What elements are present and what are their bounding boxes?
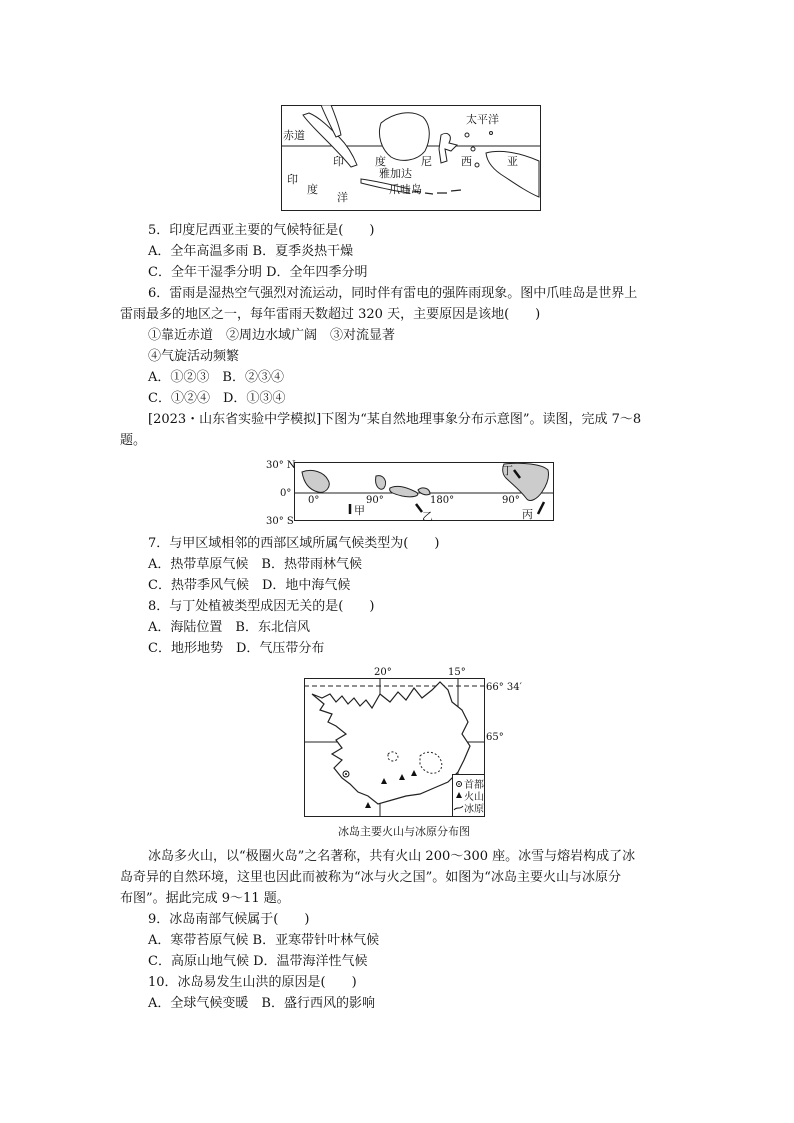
equator-label: 赤道	[283, 129, 305, 142]
svg-text:90°: 90°	[366, 495, 384, 506]
java-label: 爪哇岛	[389, 183, 422, 196]
q7-options-ab: A．热带草原气候 B．热带雨林气候	[148, 557, 362, 572]
q9-options-cd: C．高原山地气候 D．温带海洋性气候	[148, 954, 368, 969]
q8-stem: 8．与丁处植被类型成因无关的是( )	[148, 599, 375, 614]
indonesia-map	[281, 105, 541, 211]
label-yi: 乙	[422, 510, 433, 523]
svg-text:180°: 180°	[430, 495, 455, 506]
svg-text:66° 34′: 66° 34′	[486, 682, 522, 693]
svg-text:亚: 亚	[507, 155, 518, 168]
label-ding: 丁	[502, 464, 513, 477]
svg-text:印: 印	[333, 155, 344, 168]
label-jia: 甲	[354, 504, 365, 517]
svg-text:20°: 20°	[374, 667, 392, 678]
svg-text:尼: 尼	[421, 155, 432, 168]
q9-stem: 9．冰岛南部气候属于( )	[148, 912, 310, 927]
intro-9-11-line1: 冰岛多火山，以“极圈火岛”之名著称，共有火山 200～300 座。冰雪与熔岩构成了冰	[148, 849, 636, 864]
legend-glacier: 冰原	[464, 804, 484, 815]
q10-options-ab: A．全球气候变暖 B．盛行西风的影响	[148, 996, 375, 1011]
svg-text:西: 西	[461, 155, 472, 168]
q6-items-line1: ①靠近赤道 ②周边水域广阔 ③对流显著	[148, 328, 396, 343]
q6-stem-line1: 6．雷雨是湿热空气强烈对流运动，同时伴有雷电的强阵雨现象。图中爪哇岛是世界上	[148, 286, 638, 301]
q6-items-line2: ④气旋活动频繁	[148, 349, 240, 364]
iceland-map	[302, 664, 532, 820]
q7-stem: 7．与甲区域相邻的西部区域所属气候类型为( )	[148, 536, 440, 551]
svg-text:0°: 0°	[308, 495, 320, 506]
svg-text:30° N: 30° N	[266, 460, 296, 471]
pacific-label: 太平洋	[466, 113, 499, 126]
q5-stem: 5．印度尼西亚主要的气候特征是( )	[148, 223, 375, 238]
svg-text:30° S: 30° S	[266, 516, 294, 526]
q7-options-cd: C．热带季风气候 D．地中海气候	[148, 578, 351, 593]
world-distribution-map	[266, 456, 560, 526]
legend-volcano: 火山	[464, 792, 484, 803]
q6-options-ab: A．①②③ B．②③④	[148, 370, 284, 385]
q5-options-cd: C．全年干湿季分明 D．全年四季分明	[148, 265, 368, 280]
intro-7-8-line1: [2023・山东省实验中学模拟]下图为“某自然地理事象分布示意图”。读图，完成 7～8	[148, 412, 642, 427]
svg-text:洋: 洋	[337, 191, 348, 204]
label-bing: 丙	[522, 508, 533, 521]
jakarta-label: 雅加达	[379, 167, 412, 180]
svg-text:度: 度	[375, 155, 386, 168]
svg-text:15°: 15°	[448, 667, 466, 678]
q5-options-ab: A．全年高温多雨 B．夏季炎热干燥	[148, 244, 354, 259]
svg-text:0°: 0°	[280, 488, 292, 499]
svg-text:90°: 90°	[502, 495, 520, 506]
q10-stem: 10．冰岛易发生山洪的原因是( )	[148, 975, 357, 990]
iceland-map-caption: 冰岛主要火山与冰原分布图	[338, 825, 470, 838]
svg-text:印: 印	[287, 173, 298, 186]
borneo-island	[379, 113, 429, 161]
svg-text:65°: 65°	[486, 732, 504, 743]
q9-options-ab: A．寒带苔原气候 B．亚寒带针叶林气候	[148, 933, 380, 948]
q8-options-cd: C．地形地势 D．气压带分布	[148, 641, 325, 656]
intro-7-8-line2: 题。	[120, 433, 147, 448]
intro-9-11-line3: 布图”。据此完成 9～11 题。	[120, 891, 290, 906]
legend-capital: 首都	[464, 780, 484, 791]
svg-text:度: 度	[307, 183, 318, 196]
q8-options-ab: A．海陆位置 B．东北信风	[148, 620, 310, 635]
q6-stem-line2: 雷雨最多的地区之一，每年雷雨天数超过 320 天，主要原因是该地( )	[120, 307, 541, 322]
intro-9-11-line2: 岛奇异的自然环境，这里也因此而被称为“冰与火之国”。如图为“冰岛主要火山与冰原分	[120, 870, 621, 885]
q6-options-cd: C．①②④ D．①③④	[148, 391, 286, 406]
